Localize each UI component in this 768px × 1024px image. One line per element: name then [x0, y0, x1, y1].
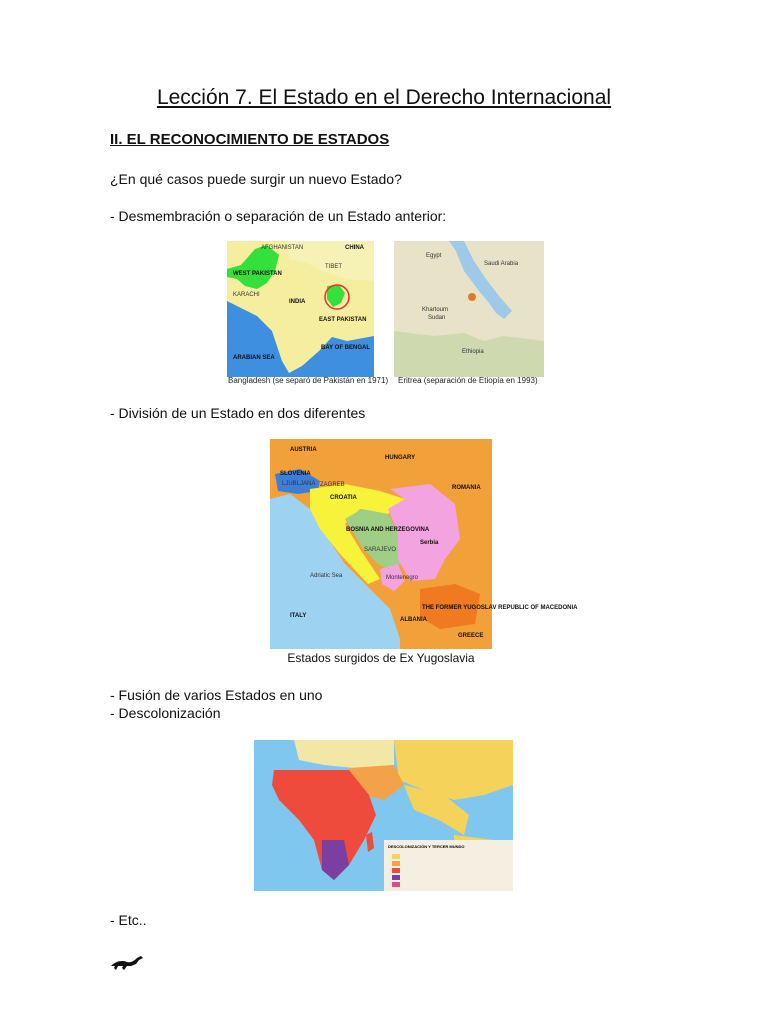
section-heading: II. EL RECONOCIMIENTO DE ESTADOS: [110, 131, 390, 148]
label-bosnia: BOSNIA AND HERZEGOVINA: [346, 527, 430, 533]
yugoslavia-map-image: [270, 439, 578, 649]
bangladesh-map-image: [227, 241, 374, 387]
label-sudan: Sudan: [428, 315, 446, 321]
yugoslavia-caption: Estados surgidos de Ex Yugoslavia: [287, 651, 475, 665]
label-italy: ITALY: [290, 613, 307, 619]
item-etc: - Etc..: [110, 912, 147, 928]
label-saudi-arabia: Saudi Arabia: [484, 261, 519, 267]
label-khartoum: Khartoum: [422, 307, 449, 313]
question-text: ¿En qué casos puede surgir un nuevo Estado?: [110, 171, 402, 187]
label-egypt: Egypt: [426, 253, 442, 259]
eritrea-map: [394, 241, 544, 387]
label-greece: GREECE: [458, 633, 484, 639]
label-montenegro: Montenegro: [386, 575, 419, 581]
label-adriatic: Adriatic Sea: [310, 573, 343, 579]
item-decolonization: - Descolonización: [110, 705, 221, 721]
label-ljubljana: LJUBLJANA: [282, 481, 316, 487]
label-austria: AUSTRIA: [290, 447, 317, 453]
item-fusion: - Fusión de varios Estados en uno: [110, 687, 323, 703]
page-title: Lección 7. El Estado en el Derecho Internacional: [156, 86, 612, 109]
label-slovenia: SLOVENIA: [280, 471, 311, 477]
label-arabian-sea: ARABIAN SEA: [233, 355, 275, 361]
bangladesh-map: [227, 241, 389, 387]
yugoslavia-map: [270, 439, 578, 669]
label-india: INDIA: [289, 299, 306, 305]
label-west-pakistan: WEST PAKISTAN: [233, 271, 282, 277]
item-division: - División de un Estado en dos diferentes: [110, 405, 366, 421]
label-china: CHINA: [345, 245, 364, 251]
label-albania: ALBANIA: [400, 617, 427, 623]
decolonization-map: [254, 740, 513, 891]
label-sarajevo: SARAJEVO: [364, 547, 397, 553]
label-ethiopia: Ethiopia: [462, 349, 484, 355]
eritrea-map-image: [394, 241, 544, 387]
label-macedonia: THE FORMER YUGOSLAV REPUBLIC OF MACEDONIA: [422, 605, 578, 611]
label-zagreb: ZAGREB: [320, 482, 345, 488]
label-romania: ROMANIA: [452, 485, 481, 491]
bangladesh-caption: Bangladesh (se separó de Pakistán en 1971): [228, 376, 389, 385]
label-hungary: HUNGARY: [385, 455, 416, 461]
eritrea-caption: Eritrea (separación de Etiopía en 1993): [398, 376, 538, 385]
lizard-logo-icon: [110, 952, 144, 974]
label-croatia: CROATIA: [330, 495, 357, 501]
label-karachi: KARACHI: [233, 292, 260, 298]
label-tibet: TIBET: [325, 264, 343, 270]
item-dismemberment: - Desmembración o separación de un Estado anterior:: [110, 208, 447, 224]
decolonization-legend-title: DESCOLONIZACIÓN Y TERCER MUNDO: [388, 844, 465, 849]
decolonization-map-image: [254, 740, 513, 891]
label-bay-of-bengal: BAY OF BENGAL: [321, 345, 371, 351]
label-serbia: Serbia: [420, 540, 439, 546]
label-afghanistan: AFGHANISTAN: [261, 245, 304, 251]
label-east-pakistan: EAST PAKISTAN: [319, 317, 367, 323]
